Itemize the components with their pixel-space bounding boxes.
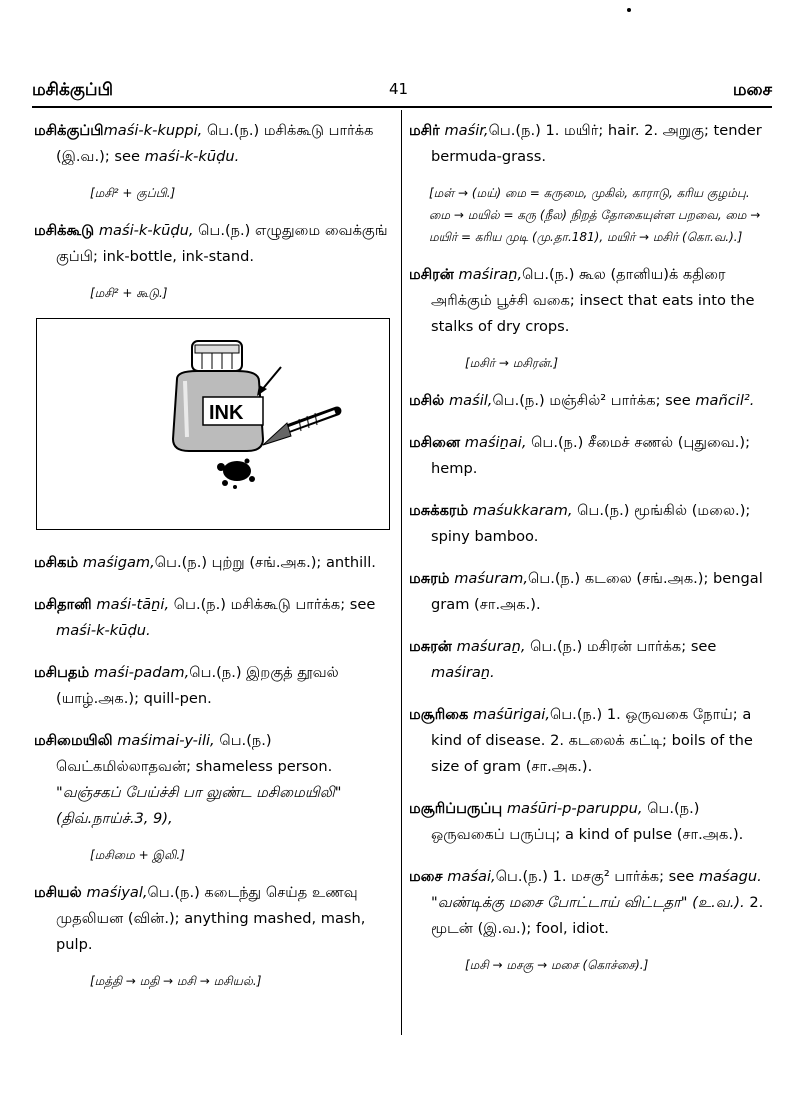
headword: மசை xyxy=(409,868,443,885)
page-speck xyxy=(627,8,631,12)
entry-masipadam xyxy=(34,660,392,712)
entry-masikkudu xyxy=(34,218,392,270)
entry-masurippaurppu xyxy=(409,796,769,848)
grammar-tag: பெ.(ந.) xyxy=(530,638,583,655)
grammar-tag: பெ.(ந.) xyxy=(577,502,630,519)
transliteration: maśuram, xyxy=(454,570,528,587)
header-right-title: மசை xyxy=(732,80,772,100)
cross-reference: maśiraṉ. xyxy=(431,664,495,681)
definition: சீமைச் சணல் (புதுவை.); hemp. xyxy=(431,434,751,477)
headword: மசூரிகை xyxy=(409,706,469,723)
transliteration: maśimai-y-ili, xyxy=(117,732,215,749)
definition: புற்று (சங்.அக.); anthill. xyxy=(207,554,376,571)
cross-reference: maśi-k-kūḍu. xyxy=(144,148,240,165)
transliteration: maśi-k-kūḍu, xyxy=(98,222,194,239)
entry-masuram xyxy=(409,566,769,618)
headword: மசிர் xyxy=(409,122,440,139)
transliteration: maśiṉai, xyxy=(464,434,527,451)
grammar-tag: பெ.(ந.) xyxy=(492,392,545,409)
page-number: 41 xyxy=(389,80,409,98)
cross-reference: mañcil². xyxy=(695,392,755,409)
definition: மசிரன் பார்க்க; see xyxy=(582,638,717,655)
etymology-note: [மத்தி → மதி → மசி → மசியல்.] xyxy=(90,974,262,988)
etymology-note: [மசி² + குப்பி.] xyxy=(90,186,176,200)
headword: மசுரம் xyxy=(409,570,450,587)
grammar-tag: பெ.(ந.) xyxy=(522,266,575,283)
headword: மசுக்கரம் xyxy=(409,502,469,519)
entry-masigam xyxy=(34,550,392,576)
etymology-note: [மசிர் → மசிரன்.] xyxy=(465,356,559,370)
grammar-tag: பெ.(ந.) xyxy=(647,800,700,817)
headword: மசில் xyxy=(409,392,445,409)
definition: ஒருவகைப் பருப்பு; a kind of pulse (சா.அக.). xyxy=(431,826,744,843)
headword: மசிக்குப்பி xyxy=(34,122,104,139)
entry-masinai xyxy=(409,430,769,482)
definition: இறகுத் தூவல் (யாழ்.அக.); quill-pen. xyxy=(56,664,339,707)
grammar-tag: பெ.(ந.) xyxy=(173,596,226,613)
entry-masuran xyxy=(409,634,769,686)
transliteration: maśiraṉ, xyxy=(458,266,523,283)
entry-masimaiyili xyxy=(34,728,392,832)
grammar-tag: பெ.(ந.) xyxy=(154,554,208,571)
cross-reference: maśagu. xyxy=(698,868,762,885)
transliteration: maśukkaram, xyxy=(472,502,573,519)
transliteration: maśuraṉ, xyxy=(456,638,526,655)
transliteration: maśi-padam, xyxy=(93,664,190,681)
right-column xyxy=(409,118,769,990)
headword: மசியல் xyxy=(34,884,82,901)
grammar-tag: பெ.(ந.) xyxy=(488,122,541,139)
grammar-tag: பெ.(ந.) xyxy=(189,664,242,681)
definition: 1. மசகு² பார்க்க; see xyxy=(547,868,699,885)
entry-masitani xyxy=(34,592,392,644)
definition: மஞ்சில்² பார்க்க; see xyxy=(544,392,696,409)
definition-2: 2. மூடன் (இ.வ.); fool, idiot. xyxy=(431,894,764,937)
entry-masikkuppi xyxy=(34,118,392,170)
grammar-tag: பெ.(ந.) xyxy=(549,706,603,723)
ink-bottle-illustration xyxy=(36,318,390,530)
definition: 1. மயிர்; hair. 2. அறுகு; tender bermuda-grass. xyxy=(431,122,762,165)
transliteration: maśil, xyxy=(448,392,493,409)
header-rule xyxy=(32,106,772,108)
definition: கடைந்து செய்த உணவு முதலியன (வின்.); anything mashed, mash, pulp. xyxy=(56,884,366,953)
entry-masukkaram xyxy=(409,498,769,550)
headword: மசிதானி xyxy=(34,596,92,613)
headword: மசிக்கூடு xyxy=(34,222,95,239)
grammar-tag: பெ.(ந.) xyxy=(528,570,581,587)
entry-masiyal xyxy=(34,880,392,958)
etymology-note: [மசி → மசகு → மசை (கொச்சை).] xyxy=(465,958,649,972)
transliteration: maśūrigai, xyxy=(473,706,550,723)
grammar-tag: பெ.(ந.) xyxy=(147,884,200,901)
grammar-tag: பெ.(ந.) xyxy=(198,222,251,239)
headword: மசினை xyxy=(409,434,461,451)
left-column xyxy=(34,118,392,1006)
transliteration: maśūri-p-paruppu, xyxy=(506,800,643,817)
definition: கடலை (சங்.அக.); bengal gram (சா.அக.). xyxy=(431,570,763,613)
quotation: "வஞ்சகப் பேய்ச்சி பா லுண்ட மசிமையிலி" (திவ்.நாய்ச்.3, 9), xyxy=(56,784,342,827)
entry-masiran xyxy=(409,262,769,340)
entry-masil xyxy=(409,388,769,414)
definition: எழுதுமை வைக்குங் குப்பி; ink-bottle, ink-stand. xyxy=(56,222,388,265)
transliteration: maśiyal, xyxy=(86,884,148,901)
entry-masurigai xyxy=(409,702,769,780)
bottle-label: INK xyxy=(209,402,244,424)
definition: வெட்கமில்லாதவன்; shameless person. xyxy=(56,758,333,775)
headword: மசிபதம் xyxy=(34,664,90,681)
headword: மசிமையிலி xyxy=(34,732,113,749)
transliteration: maśai, xyxy=(447,868,496,885)
quotation: "வண்டிக்கு மசை போட்டாய் விட்டதா" (உ.வ.). xyxy=(431,894,745,911)
grammar-tag: பெ.(ந.) xyxy=(219,732,272,749)
etymology-note: [மள் → (மய்) மை = கருமை, முகில், காராடு, கரிய குழம்பு. மை → மயில் = கரு (நீல) நிறத் தோகையுள்ள பறவை, மை → மயிர் = கரிய முடி (மு.தா.181), மயிர் → மசிர் (கொ.வ.).] xyxy=(429,186,761,244)
grammar-tag: பெ.(ந.) xyxy=(206,122,260,139)
definition: மசிக்கூடு பார்க்க (இ.வ.); see xyxy=(56,122,374,165)
transliteration: maśir, xyxy=(444,122,489,139)
transliteration: maśigam, xyxy=(82,554,155,571)
header-left-title: மசிக்குப்பி xyxy=(32,80,114,100)
etymology-note: [மசிமை + இலி.] xyxy=(90,848,185,862)
headword: மசூரிப்பருப்பு xyxy=(409,800,503,817)
transliteration: maśi-k-kuppi, xyxy=(103,122,203,139)
definition: மூங்கில் (மலை.); spiny bamboo. xyxy=(431,502,751,545)
headword: மசுரன் xyxy=(409,638,452,655)
entry-masai xyxy=(409,864,769,942)
headword: மசிகம் xyxy=(34,554,79,571)
entry-masir xyxy=(409,118,769,170)
page-header xyxy=(32,80,772,102)
transliteration: maśi-tāṉi, xyxy=(96,596,170,613)
headword: மசிரன் xyxy=(409,266,454,283)
definition: கூல (தானிய)க் கதிரை அரிக்கும் பூச்சி வகை; insect that eats into the stalks of dry crops. xyxy=(431,266,755,335)
grammar-tag: பெ.(ந.) xyxy=(531,434,584,451)
definition: மசிக்கூடு பார்க்க; see xyxy=(226,596,376,613)
cross-reference: maśi-k-kūḍu. xyxy=(56,622,151,639)
column-divider xyxy=(401,110,402,1035)
ink-bottle-icon xyxy=(37,319,389,529)
etymology-note: [மசி² + கூடு.] xyxy=(90,286,168,300)
definition: 1. ஒருவகை நோய்; a kind of disease. 2. கடலைக் கட்டி; boils of the size of gram (சா.அக.). xyxy=(431,706,753,775)
grammar-tag: பெ.(ந.) xyxy=(495,868,548,885)
